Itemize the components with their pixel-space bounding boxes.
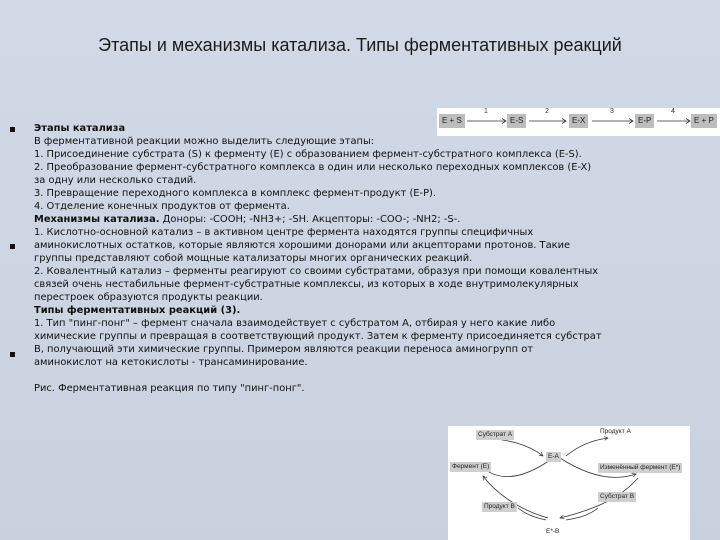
scheme-e-s: E-S: [507, 114, 526, 128]
bullet-marker: [10, 352, 15, 357]
text-line: 4. Отделение конечных продуктов от фермента.: [34, 201, 290, 212]
heading-stages: Этапы катализа: [34, 123, 126, 134]
scheme-step-1: 1: [484, 108, 488, 115]
diagram-substrate-b: Субстрат В: [600, 493, 635, 500]
text-line: В ферментативной реакции можно выделить следующие этапы:: [34, 136, 375, 147]
bullet-marker: [10, 127, 15, 132]
slide-title: Этапы и механизмы катализа. Типы ферментативных реакций: [98, 35, 622, 55]
text-line: 1. Присоединение субстрата (S) к ферменту (E) с образованием фермент-субстратного комплекса (E-S).: [34, 149, 582, 160]
diagram-substrate-a: Субстрат А: [478, 431, 513, 438]
scheme-e-x: E-X: [569, 114, 588, 128]
text-line: аминокислот на кетокислоты - трансаминирование.: [34, 357, 308, 368]
scheme-e-plus-s: E + S: [439, 114, 465, 128]
text-line: 1. Тип "пинг-понг" – фермент сначала взаимодействует с субстратом А, отбирая у него какие либо: [34, 318, 556, 329]
text-line: 2. Ковалентный катализ – ферменты реагируют со своими субстратами, образуя при помощи ковалентных: [34, 266, 599, 277]
mechanisms-line: [34, 213, 710, 226]
scheme-step-3: 3: [610, 108, 614, 115]
text-line: группы представляют собой мощные катализаторы многих органических реакций.: [34, 253, 473, 264]
diagram-e-a: E-A: [548, 453, 559, 460]
figure-caption: Рис. Ферментативная реакция по типу "пинг-понг".: [34, 383, 305, 394]
diagram-e-b: E*-B: [546, 528, 560, 535]
ping-pong-diagram: [448, 426, 690, 540]
diagram-enzyme-e: Фермент (E): [452, 463, 490, 470]
donors-acceptors-text: Доноры: -COOH; -NH3+; -SH. Акцепторы: -COO-; -NH2; -S-.: [159, 214, 461, 225]
text-line: за одну или несколько стадий.: [34, 175, 197, 186]
ping-pong-arrows: [448, 426, 690, 540]
text-line: 2. Преобразование фермент-субстратного комплекса в один или несколько переходных комплексов (E-X): [34, 162, 592, 173]
bullet-marker: [10, 244, 15, 249]
heading-reaction-types: Типы ферментативных реакций (3).: [34, 305, 241, 316]
text-line: В, получающий эти химические группы. Примером являются реакции переноса аминогрупп от: [34, 344, 533, 355]
diagram-product-b: Продукт В: [484, 503, 515, 510]
scheme-step-4: 4: [671, 108, 675, 115]
heading-mechanisms: Механизмы катализа.: [34, 214, 160, 225]
diagram-modified-enzyme: Изменённый фермент (E*): [600, 464, 681, 471]
scheme-e-plus-p: E + P: [691, 114, 717, 128]
scheme-step-2: 2: [545, 108, 549, 115]
text-line: 1. Кислотно-основной катализ – в активном центре фермента находятся группы специфичных: [34, 227, 534, 238]
text-line: 3. Превращение переходного комплекса в комплекс фермент-продукт (E-P).: [34, 188, 437, 199]
text-line: перестроек образуются продукты реакции.: [34, 292, 263, 303]
diagram-product-a: Продукт А: [600, 428, 631, 435]
text-line: аминокислотных остатков, которые являются хорошими донорами или акцепторами протонов. Такие: [34, 240, 571, 251]
text-line: связей очень нестабильные фермент-субстратные комплексы, из которых в ходе внутримолекулярных: [34, 279, 579, 290]
text-line: химические группы и превращая в соответствующий продукт. Затем к ферменту присоединяется субстрат: [34, 331, 602, 342]
slide-content: [34, 122, 710, 395]
scheme-e-p: E-P: [635, 114, 654, 128]
